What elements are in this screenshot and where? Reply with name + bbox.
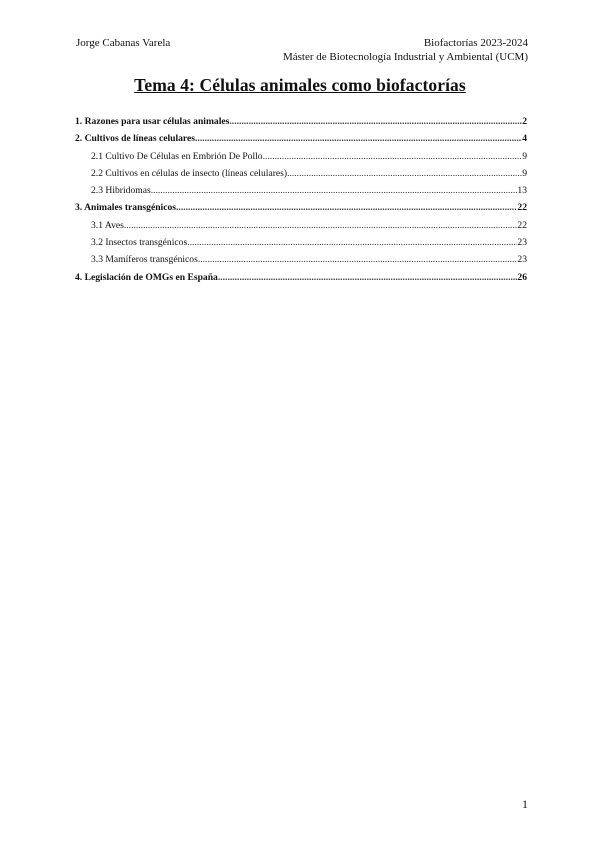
toc-entry-page: 4 [522, 133, 527, 145]
toc-leader-dots [195, 133, 522, 144]
toc-leader-dots [229, 116, 522, 127]
toc-leader-dots [151, 185, 518, 196]
toc-entry-page: 9 [522, 150, 527, 162]
toc-leader-dots [124, 220, 518, 231]
toc-entry[interactable] [75, 133, 527, 150]
toc-entry-label: 3. Animales transgénicos [75, 202, 177, 214]
toc-entry-page: 22 [517, 219, 527, 231]
toc-entry[interactable] [75, 272, 527, 289]
toc-entry-label: 4. Legislación de OMGs en España [75, 271, 218, 283]
table-of-contents [75, 116, 527, 289]
toc-entry-page: 23 [517, 237, 527, 249]
toc-entry[interactable] [75, 254, 527, 271]
toc-entry-label: 2.3 Hibridomas [91, 185, 151, 197]
toc-entry[interactable] [75, 237, 527, 254]
toc-leader-dots [218, 272, 518, 283]
document-title: Tema 4: Células animales como biofactorías [134, 75, 466, 95]
toc-entry-page: 23 [517, 254, 527, 266]
toc-entry-label: 2.2 Cultivos en células de insecto (líneas celulares) [91, 167, 288, 179]
toc-entry-page: 9 [522, 167, 527, 179]
toc-entry-page: 22 [517, 202, 527, 214]
header-program: Máster de Biotecnología Industrial y Ambiental (UCM) [282, 51, 528, 63]
header-course: Biofactorías 2023-2024 [423, 37, 528, 49]
toc-entry[interactable] [75, 185, 527, 202]
toc-entry[interactable] [75, 168, 527, 185]
header-author: Jorge Cabanas Varela [76, 37, 171, 49]
toc-leader-dots [187, 237, 517, 248]
toc-entry[interactable] [75, 151, 527, 168]
toc-entry-label: 2.1 Cultivo De Células en Embrión De Pollo [91, 150, 263, 162]
toc-entry-label: 1. Razones para usar células animales [75, 116, 230, 127]
toc-entry-label: 3.1 Aves [91, 219, 124, 231]
toc-entry-page: 13 [517, 185, 527, 197]
toc-entry[interactable] [75, 220, 527, 237]
toc-entry[interactable] [75, 116, 527, 133]
toc-leader-dots [287, 168, 522, 179]
toc-entry-label: 3.3 Mamíferos transgénicos [91, 254, 198, 266]
toc-leader-dots [263, 151, 523, 162]
toc-entry-label: 2. Cultivos de líneas celulares [75, 133, 196, 145]
toc-entry-page: 2 [522, 116, 527, 127]
toc-leader-dots [176, 202, 517, 213]
toc-entry[interactable] [75, 202, 527, 219]
toc-leader-dots [198, 254, 518, 265]
toc-entry-page: 26 [517, 271, 527, 283]
page-number: 1 [522, 797, 528, 811]
toc-entry-label: 3.2 Insectos transgénicos [91, 237, 188, 249]
